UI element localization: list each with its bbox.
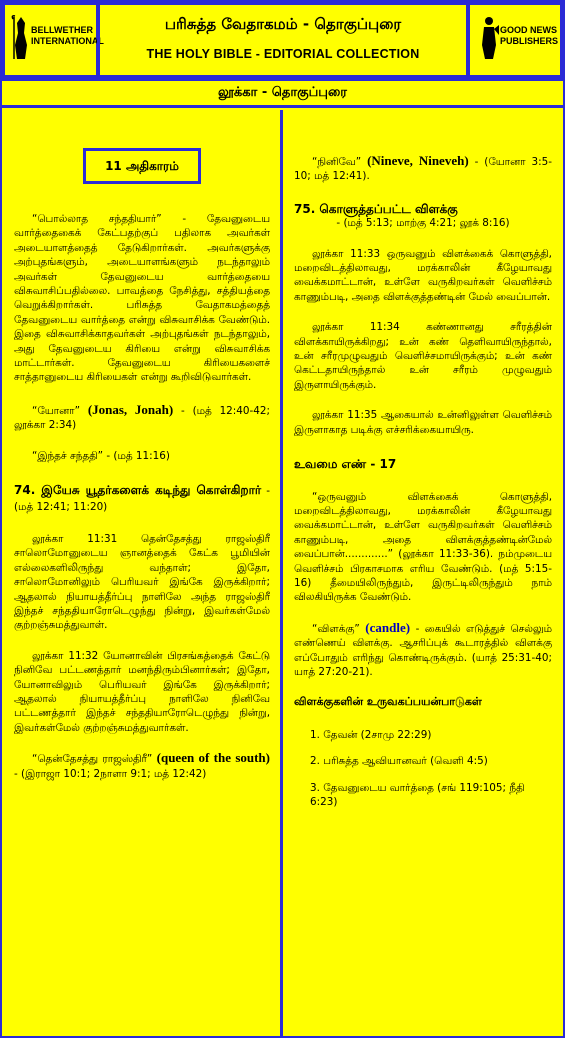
left-logo-line2: INTERNATIONAL <box>31 36 104 46</box>
jonah-note <box>14 403 270 433</box>
nineveh-term: “நினிவே” <box>312 156 362 168</box>
left-logo-text <box>31 25 104 47</box>
shepherd-icon <box>11 15 31 61</box>
title-english: THE HOLY BIBLE - EDITORIAL COLLECTION <box>146 47 420 61</box>
nineveh-reference: - (யோனா 3:5-10; மத் 12:41). <box>294 156 552 183</box>
section-74-reference: - (மத் 12:41; 11:20) <box>14 485 270 513</box>
queen-english: (queen of the south) <box>156 750 270 766</box>
jonah-reference: - (மத் 12:40-42; லூக்கா 2:34) <box>14 404 270 432</box>
queen-note <box>14 751 270 781</box>
section-75-title: 75. கொளுத்தப்பட்ட விளக்கு <box>294 201 458 216</box>
list-item: 2. பரிசுத்த ஆவியானவர் (வெளி 4:5) <box>310 755 488 768</box>
verse-11-31: லூக்கா 11:31 தென்தேசத்து ராஜஸ்திரீ சாலொமோனுடைய ஞானத்தைக் கேட்க பூமியின் எல்லைகளிலிருந்து வந்தாள்; இதோ, சாலொமோனிலும் பெரியவர் இங்கே இருக்கிறார்; ஆதலால் நியாயத்தீர்ப்பு நாளிலே அந்த ராஜஸ்திரீ இந்தச் சந்ததியாரோடெழுந்து நின்று, இவர்கள்மேல் குற்றஞ்சுமத்துவாள். <box>14 532 270 632</box>
parable-number: உவமை எண் - 17 <box>294 457 397 472</box>
lamp-uses-list <box>294 728 552 810</box>
candle-term: “விளக்கு” <box>312 622 360 635</box>
right-logo-line2: PUBLISHERS <box>500 36 559 46</box>
lamp-uses-title: விளக்குகளின் உருவகப்பயன்பாடுகள் <box>294 695 482 709</box>
trumpet-herald-icon <box>478 15 500 61</box>
section-75-heading <box>294 202 552 216</box>
column-divider <box>280 110 283 1036</box>
verse-11-33: லூக்கா 11:33 ஒருவனும் விளக்கைக் கொளுத்தி, மறைவிடத்திலாவது, மரக்காலின் கீழேயாவது வைக்கமாட்டான், உள்ளே வருகிறவர்கள் வெளிச்சம் காணும்படி, அதை விளக்குத்தண்டின் மேல் வைப்பான். <box>294 247 552 303</box>
candle-note <box>294 621 552 680</box>
bellwether-logo <box>11 15 31 65</box>
queen-term: “தென்தேசத்து ராஜஸ்திரீ” <box>32 753 153 766</box>
section-74-title: 74. இயேசு யூதர்களைக் கடிந்து கொள்கிறார் <box>14 483 262 498</box>
title-box <box>97 2 469 78</box>
jonah-english: (Jonas, Jonah) <box>87 401 174 417</box>
candle-description: - கையில் எடுத்துச் செல்லும் எண்ணெய் விளக்கு. ஆசரிப்புக் கூடாரத்தில் விளக்கு எப்போதும் எரிந்து கொண்டிருக்கும். (யாத் 25:31-40; யாத் 27:20-21). <box>294 622 552 678</box>
section-subtitle: லூக்கா - தொகுப்புரை <box>2 78 563 108</box>
nineveh-note <box>294 154 552 184</box>
right-column <box>294 110 552 821</box>
verse-11-32: லூக்கா 11:32 யோனாவின் பிரசங்கத்தைக் கேட்டு நினிவே பட்டணத்தார் மனந்திரும்பினார்கள்; இதோ, யோனாவிலும் பெரியவர் இங்கே இருக்கிறார்; ஆதலால் நியாயத்தீர்ப்பு நாளிலே நினிவே பட்டணத்தார் இந்தச் சந்ததியாரோடெழுந்து நின்று, இவர்கள்மேல் குற்றஞ்சுமத்துவார்கள். <box>14 649 270 734</box>
intro-paragraph: “பொல்லாத சந்ததியார்” - தேவனுடைய வார்த்தைகைக் கேட்பதற்குப் பதிலாக அவர்கள் அடையாளத்தைத் தேடுகிறார்கள். அவர்களுக்கு அற்புதங்களும், அடையாளங்களும் நடந்தாலும் அவர்கள் தேவனுடைய வார்த்தையை விசுவாசிப்பதில்லை. பாவத்தை நேசித்து, சத்தியத்தை வெறுக்கிறார்கள். பரிசுத்த வேதாகமத்தைத் தேவனுடைய வார்த்தை என்று விசுவாசிக்க வேண்டும். இதை விசுவாசிக்காதவர்கள் அற்புதங்கள் நடந்தாலும், அது தேவனுடைய கிரியை என்று விசுவாசிக்க மாட்டார்கள். தேவனுடைய கிரியைகளைச் சாத்தானுடைய கிரியைகள் என்று கூறிவிடுவார்கள். <box>14 213 270 384</box>
parable-paragraph: “ஒருவனும் விளக்கைக் கொளுத்தி, மறைவிடத்திலாவது, மரக்காலின் கீழேயாவது வைக்கமாட்டான், உள்ளே வருகிறவர்கள் வெளிச்சம் காணும்படி, அதை விளக்குத்தண்டின்மேல் வைப்பான்.............” (லூக்கா 11:33-36). நம்முடைய வெளிச்சம் பிரகாசமாக எரிய வேண்டும். (மத் 5:15-16) தீமையிலிருந்தும், இருட்டிலிருந்தும் நாம் விலகியிருக்க வேண்டும். <box>294 490 552 604</box>
queen-reference: - (இராஜா 10:1; 2நாளா 9:1; மத் 12:42) <box>14 767 207 780</box>
chapter-label: 11 அதிகாரம் <box>83 148 201 184</box>
jonah-term: “யோனா” <box>32 404 80 417</box>
section-74-heading <box>14 483 270 514</box>
title-tamil: பரிசுத்த வேதாகமம் - தொகுப்புரை <box>164 15 402 33</box>
nineveh-english: (Nineve, Nineveh) <box>367 153 469 168</box>
verse-11-35: லூக்கா 11:35 ஆகையால் உன்னிலுள்ள வெளிச்சம் இருளாகாத படிக்கு எச்சரிக்கையாயிரு. <box>294 409 552 436</box>
verse-11-34: லூக்கா 11:34 கண்ணானது சரீரத்தின் விளக்காயிருக்கிறது; உன் கண் தெளிவாயிருந்தால், உன் சரீரமுழுவதும் வெளிச்சமாயிருக்கும்; உன் கண் கெட்டதாயிருந்தால் உன் சரீரம் முழுவதும் இருளாயிருக்கும். <box>294 321 552 391</box>
section-75-reference: - (மத் 5:13; மாற்கு 4:21; லூக் 8:16) <box>336 217 510 230</box>
list-item: 1. தேவன் (2சாமு 22:29) <box>310 728 432 741</box>
candle-english: (candle) <box>365 619 411 635</box>
left-logo-line1: BELLWETHER <box>31 25 93 35</box>
right-logo-text <box>500 25 558 47</box>
good-news-logo <box>478 15 500 65</box>
list-item: 3. தேவனுடைய வார்த்தை (சங் 119:105; நீதி 6:23) <box>310 781 525 808</box>
left-column <box>14 110 270 781</box>
left-logo-box <box>2 2 104 78</box>
generation-note: “இந்தச் சந்ததி” - (மத் 11:16) <box>32 449 170 462</box>
right-logo-line1: GOOD NEWS <box>500 25 558 35</box>
right-logo-box <box>467 2 563 78</box>
